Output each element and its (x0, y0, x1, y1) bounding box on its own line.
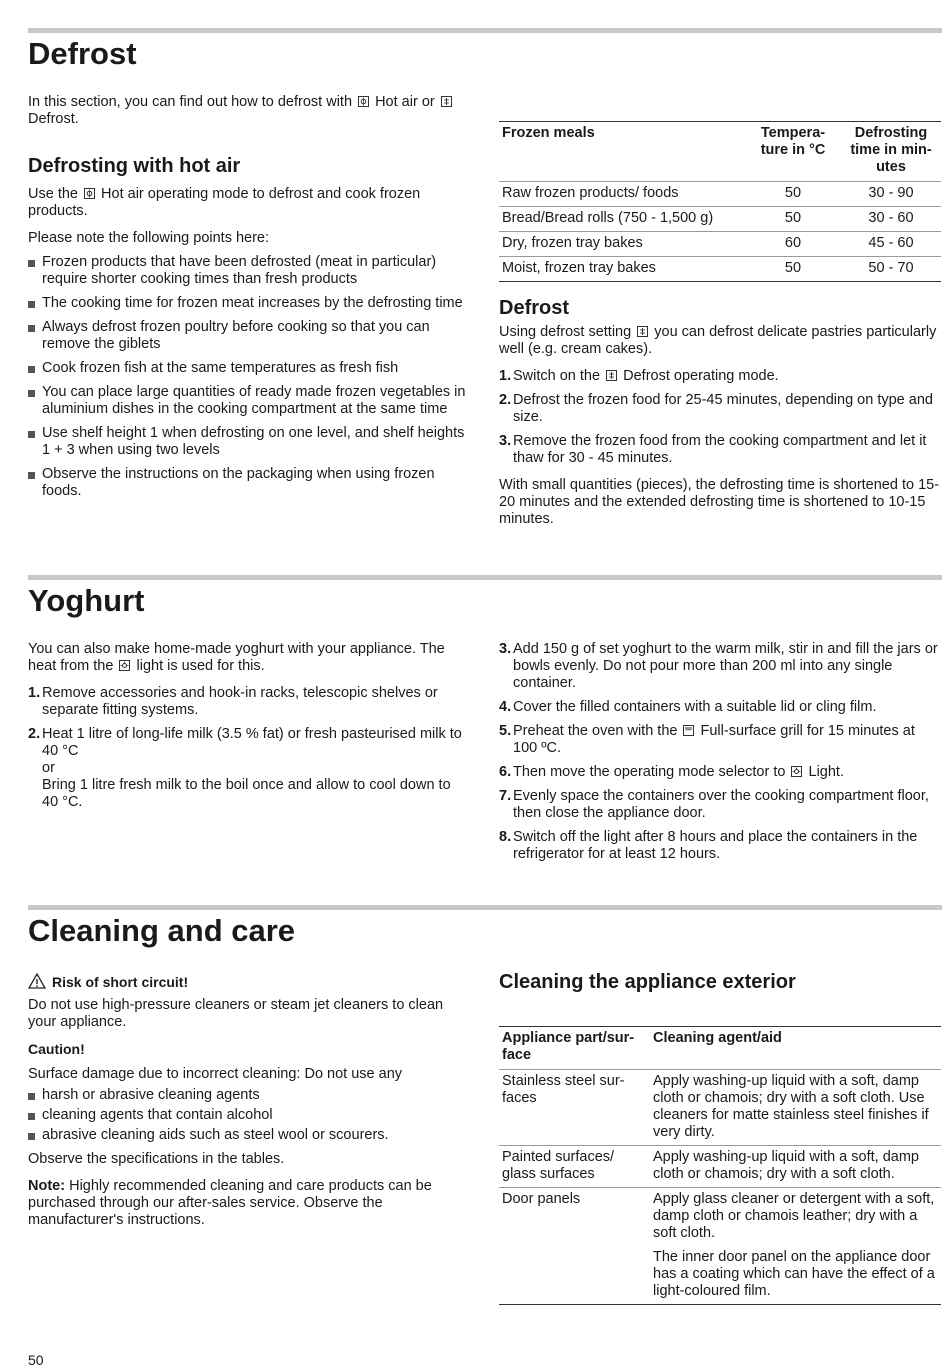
table-cell: Door panels (499, 1188, 650, 1305)
light-icon (119, 660, 130, 671)
list-item: 1. Remove accessories and hook-in racks, telescopic shelves or separate fitting systems. (28, 685, 438, 718)
table-cell: Apply glass cleaner or detergent with a soft, damp cloth or chamois leather; dry with a soft cloth. The inner door panel on the appliance door has a coating which can have the effect of a light-coloured film. (650, 1188, 941, 1305)
table-cell: Stainless steel sur-faces (499, 1070, 650, 1146)
hot-air-paragraph: Use the Hot air operating mode to defrost and cook frozen products. (28, 186, 421, 219)
list-item: 1. Switch on the Defrost operating mode. (499, 368, 779, 384)
list-item: 2. Heat 1 litre of long-life milk (3.5 % fat) or fresh pasteurised milk to 40 °C or Bring 1 litre fresh milk to the boil once and allow to cool down to 40 °C. (28, 726, 462, 810)
defrost-right-column (499, 121, 941, 528)
note-label: Note: (28, 1178, 66, 1194)
table-row (499, 1188, 941, 1305)
list-item: 5. Preheat the oven with the Full-surface grill for 15 minutes at 100 ºC. (499, 723, 915, 756)
table-header-row (499, 122, 941, 182)
section-rule-defrost (28, 28, 942, 33)
section-title-defrost: Defrost (28, 36, 137, 71)
light-icon (791, 766, 802, 777)
list-item: 4. Cover the filled containers with a suitable lid or cling film. (499, 699, 877, 715)
cleaning-right-column (499, 970, 941, 1305)
table-row (499, 257, 941, 282)
note-paragraph: Note: Highly recommended cleaning and care products can be purchased through our after-sales service. Observe the manufacturer's instructions. (28, 1178, 432, 1228)
table-cell: Dry, frozen tray bakes (499, 232, 745, 257)
list-item: 2. Defrost the frozen food for 25-45 minutes, depending on type and size. (499, 392, 933, 425)
yoghurt-intro: You can also make home-made yoghurt with your appliance. The heat from the light is used for this. (28, 641, 445, 674)
table-cell: 45 - 60 (841, 232, 941, 257)
yoghurt-steps-right (499, 641, 941, 863)
list-item: The cooking time for frozen meat increases by the defrosting time (28, 295, 468, 312)
list-item: Observe the instructions on the packaging when using frozen foods. (28, 466, 468, 500)
frozen-meals-table (499, 121, 941, 282)
warning-heading: Risk of short circuit! (28, 973, 468, 991)
table-cell: 30 - 60 (841, 207, 941, 232)
yoghurt-steps-left (28, 685, 468, 811)
table-header: Cleaning agent/aid (653, 1030, 782, 1046)
table-cell: 50 - 70 (841, 257, 941, 282)
caution-text: Surface damage due to incorrect cleaning: Do not use any (28, 1066, 403, 1082)
warning-text: Do not use high-pressure cleaners or steam jet cleaners to clean your appliance. (28, 997, 444, 1030)
defrost-left-column (28, 94, 468, 500)
table-header: Tempera-ture in °C (760, 125, 826, 158)
hot-air-icon (358, 96, 369, 107)
defrost-icon (441, 96, 452, 107)
heading-defrosting-hot-air: Defrosting with hot air (28, 155, 241, 177)
table-header: Appliance part/sur-face (502, 1030, 635, 1063)
defrost-icon (637, 326, 648, 337)
defrost-steps (499, 368, 941, 467)
table-cell: 50 (745, 182, 841, 207)
list-item: 3. Remove the frozen food from the cooking compartment and let it thaw for 30 - 45 minutes. (499, 433, 927, 466)
list-item: cleaning agents that contain alcohol (28, 1107, 468, 1124)
table-row (499, 1070, 941, 1146)
table-cell: Moist, frozen tray bakes (499, 257, 745, 282)
hot-air-note: Please note the following points here: (28, 230, 270, 246)
table-header: Frozen meals (502, 125, 595, 141)
yoghurt-left-column (28, 641, 468, 811)
list-item: You can place large quantities of ready made frozen vegetables in aluminium dishes in the cooking compartment at the same time (28, 384, 468, 418)
heading-cleaning-exterior: Cleaning the appliance exterior (499, 971, 796, 993)
list-item: abrasive cleaning aids such as steel wool or scourers. (28, 1127, 468, 1144)
list-item: Use shelf height 1 when defrosting on one level, and shelf heights 1 + 3 when using two levels (28, 425, 468, 459)
table-cell: Bread/Bread rolls (750 - 1,500 g) (499, 207, 745, 232)
full-surface-grill-icon (683, 725, 694, 736)
cleaning-table (499, 1026, 941, 1305)
table-header: Defrosting time in min-utes (850, 125, 932, 175)
table-cell: 50 (745, 207, 841, 232)
yoghurt-right-column (499, 641, 941, 863)
section-rule-yoghurt (28, 575, 942, 580)
list-item: Cook frozen fish at the same temperatures as fresh fish (28, 360, 468, 377)
hot-air-bullet-list (28, 254, 468, 500)
defrost-setting-paragraph: Using defrost setting you can defrost delicate pastries particularly well (e.g. cream cakes). (499, 324, 937, 357)
section-title-cleaning: Cleaning and care (28, 913, 296, 948)
defrost-icon (606, 370, 617, 381)
hot-air-icon (84, 188, 95, 199)
warning-triangle-icon (28, 973, 46, 989)
defrost-intro: In this section, you can find out how to defrost with Hot air or Defrost. (28, 94, 468, 128)
table-row (499, 232, 941, 257)
defrost-note: With small quantities (pieces), the defrosting time is shortened to 15-20 minutes and the extended defrosting time is shortened to 10-15 minutes. (499, 477, 940, 527)
table-row (499, 1146, 941, 1188)
list-item: 3. Add 150 g of set yoghurt to the warm milk, stir in and fill the jars or bowls evenly. Do not pour more than 200 ml into any single container. (499, 641, 938, 691)
page-number: 50 (28, 1352, 44, 1368)
table-cell: 30 - 90 (841, 182, 941, 207)
table-row (499, 207, 941, 232)
list-item: 8. Switch off the light after 8 hours and place the containers in the refrigerator for at least 12 hours. (499, 829, 918, 862)
caution-heading: Caution! (28, 1041, 85, 1057)
table-cell: 60 (745, 232, 841, 257)
list-item: harsh or abrasive cleaning agents (28, 1087, 468, 1104)
table-cell: 50 (745, 257, 841, 282)
table-cell: Apply washing-up liquid with a soft, damp cloth or chamois; dry with a soft cloth. Use cleaners for matte stainless steel finishes if very dirty. (650, 1070, 941, 1146)
table-cell: Painted surfaces/ glass surfaces (499, 1146, 650, 1188)
list-item: 6. Then move the operating mode selector to Light. (499, 764, 844, 780)
list-item: Always defrost frozen poultry before cooking so that you can remove the giblets (28, 319, 468, 353)
section-title-yoghurt: Yoghurt (28, 583, 145, 618)
list-item: 7. Evenly space the containers over the cooking compartment floor, then close the appliance door. (499, 788, 929, 821)
list-item: Frozen products that have been defrosted (meat in particular) require shorter cooking times than fresh products (28, 254, 468, 288)
table-cell: Raw frozen products/ foods (499, 182, 745, 207)
observe-text: Observe the specifications in the tables. (28, 1151, 285, 1167)
caution-bullet-list (28, 1087, 468, 1144)
table-row (499, 182, 941, 207)
heading-defrost-setting: Defrost (499, 297, 570, 319)
table-header-row (499, 1027, 941, 1070)
cleaning-left-column (28, 973, 468, 1229)
table-cell: Apply washing-up liquid with a soft, damp cloth or chamois; dry with a soft cloth. (650, 1146, 941, 1188)
section-rule-cleaning (28, 905, 942, 910)
